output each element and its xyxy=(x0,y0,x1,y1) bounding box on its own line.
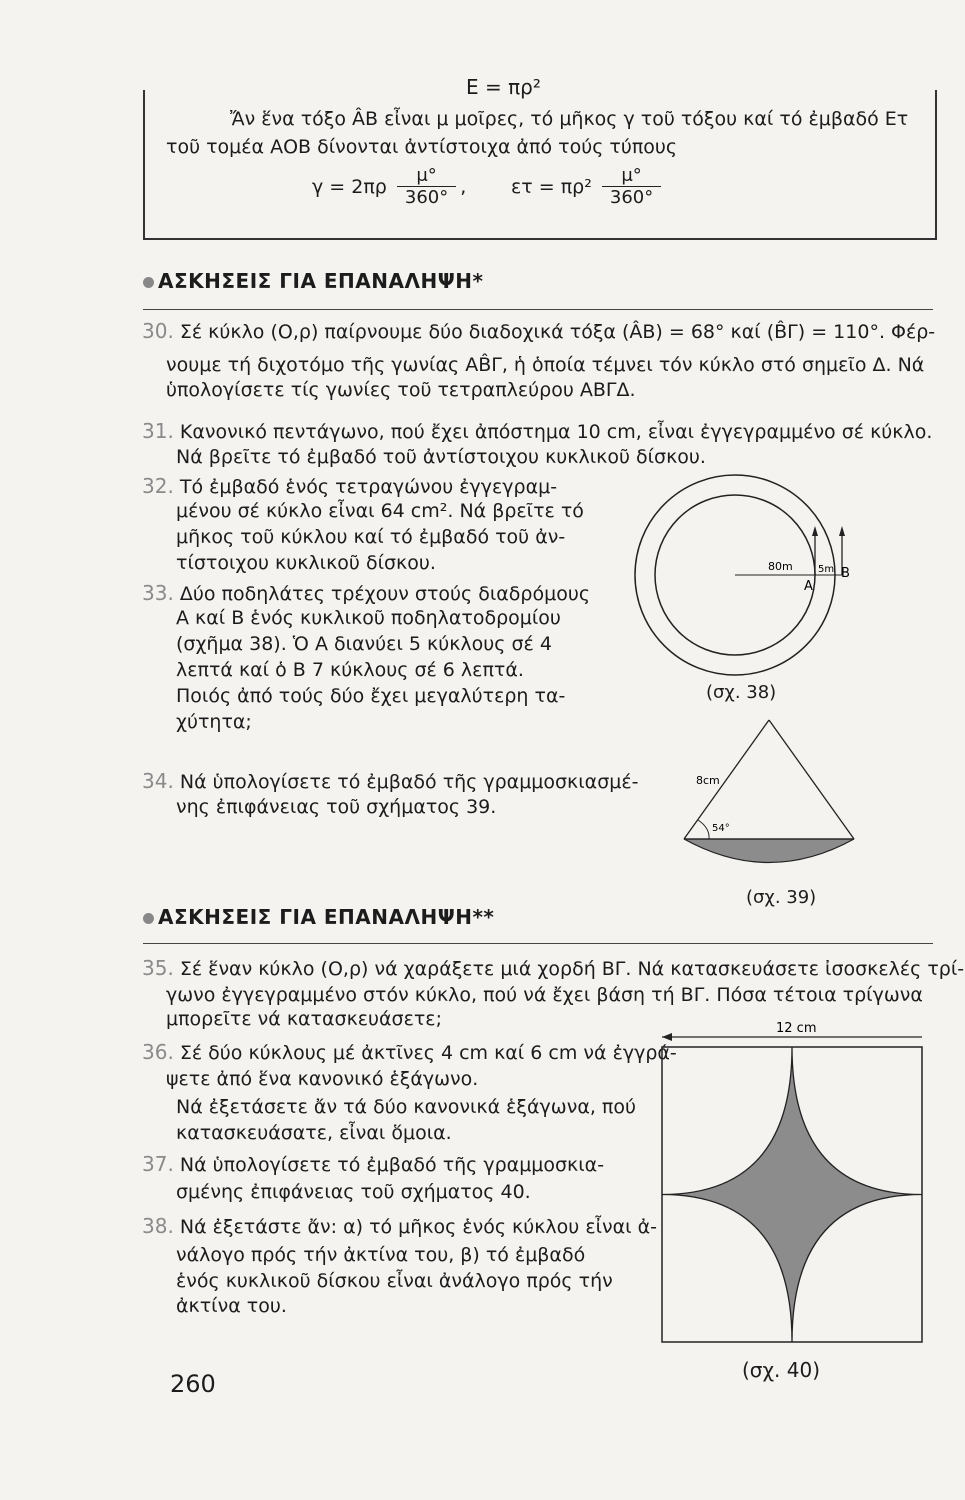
sector-side-right xyxy=(769,720,854,839)
exercise-30-line-3: ὑπολογίσετε τίς γωνίες τοῦ τετραπλεύρου ΑΒΓΔ. xyxy=(166,379,636,401)
exercise-32-line-3: μῆκος τοῦ κύκλου καί τό ἐμβαδό τοῦ ἀν- xyxy=(176,526,566,548)
sector-area-formula xyxy=(511,166,665,209)
exercise-number: 35. xyxy=(142,956,174,980)
exercise-31-line-2: Νά βρεῖτε τό ἐμβαδό τοῦ ἀντίστοιχου κυκλικοῦ δίσκου. xyxy=(176,446,706,468)
cyclist-a-arrowhead xyxy=(812,526,818,536)
section-heading-1: ΑΣΚΗΣΕΙΣ ΓΙΑ ΕΠΑΝΑΛΗΨΗ* xyxy=(143,269,483,293)
exercise-35-line-2: γωνο ἐγγεγραμμένο στόν κύκλο, πού νά ἔχει βάση τή ΒΓ. Πόσα τέτοια τρίγωνα xyxy=(166,984,923,1006)
bullet-icon xyxy=(143,277,154,288)
box-text-line-1: Ἄν ἕνα τόξο ÂB εἶναι μ μοῖρες, τό μῆκος γ τοῦ τόξου καί τό ἐμβαδό Ετ xyxy=(230,108,909,130)
side-label: 8cm xyxy=(696,774,720,787)
section-rule-2 xyxy=(143,943,933,944)
exercise-36-line-4: κατασκευάσατε, εἶναι ὅμοια. xyxy=(176,1122,452,1144)
shaded-segment xyxy=(684,839,854,863)
label-b: B xyxy=(841,566,850,581)
exercise-31-line-1: 31. Κανονικό πεντάγωνο, πού ἔχει ἀπόστημα 10 cm, εἶναι ἐγγεγραμμένο σέ κύκλο. xyxy=(142,419,933,443)
figure-38-caption: (σχ. 38) xyxy=(706,682,777,703)
exercise-32-line-1: 32. Τό ἐμβαδό ἑνός τετραγώνου ἐγγεγραμ- xyxy=(142,474,558,498)
exercise-37-line-2: σμένης ἐπιφάνειας τοῦ σχήματος 40. xyxy=(176,1181,531,1203)
formula-separator: , xyxy=(460,176,467,198)
bullet-icon xyxy=(143,913,154,924)
gap-label: 5m xyxy=(818,564,835,575)
exercise-number: 30. xyxy=(142,319,174,343)
page-number: 260 xyxy=(170,1370,216,1398)
area-formula: E = πρ² xyxy=(466,75,541,99)
exercise-36-line-3: Νά ἐξετάσετε ἄν τά δύο κανονικά ἑξάγωνα, πού xyxy=(176,1096,636,1118)
exercise-30-line-2: νουμε τή διχοτόμο τῆς γωνίας AB̂Γ, ἡ ὁποία τέμνει τόν κύκλο στό σημεῖο Δ. Νά xyxy=(166,354,925,376)
exercise-number: 33. xyxy=(142,581,174,605)
arc-fraction-num: μ° xyxy=(416,165,437,186)
exercise-33-line-2: Α καί Β ἑνός κυκλικοῦ ποδηλατοδρομίου xyxy=(176,607,561,629)
exercise-number: 32. xyxy=(142,474,174,498)
angle-label: 54° xyxy=(712,823,730,834)
exercise-32-line-4: τίστοιχου κυκλικοῦ δίσκου. xyxy=(176,552,436,574)
dimension-arrow-left xyxy=(662,1033,672,1041)
exercise-33-line-6: χύτητα; xyxy=(176,711,252,733)
exercise-34-line-2: νης ἐπιφάνειας τοῦ σχήματος 39. xyxy=(176,796,497,818)
figure-38 xyxy=(628,470,873,685)
arc-fraction-den: 360° xyxy=(397,186,456,209)
exercise-33-line-3: (σχῆμα 38). Ὁ Α διανύει 5 κύκλους σέ 4 xyxy=(176,633,552,655)
exercise-38-line-3: ἑνός κυκλικοῦ δίσκου εἶναι ἀνάλογο πρός τήν xyxy=(176,1270,613,1292)
exercise-number: 31. xyxy=(142,419,174,443)
exercise-33-line-1: 33. Δύο ποδηλάτες τρέχουν στούς διαδρόμους xyxy=(142,581,590,605)
arc-length-formula xyxy=(312,166,466,209)
exercise-38-line-2: νάλογο πρός τήν ἀκτίνα του, β) τό ἐμβαδό xyxy=(176,1244,586,1266)
exercise-36-line-1: 36. Σέ δύο κύκλους μέ ἀκτῖνες 4 cm καί 6 cm νά ἐγγρά- xyxy=(142,1040,677,1064)
shaded-astroid xyxy=(662,1047,922,1342)
sector-fraction-num: μ° xyxy=(621,165,642,186)
exercise-number: 38. xyxy=(142,1214,174,1238)
exercise-32-line-2: μένου σέ κύκλο εἶναι 64 cm². Νά βρεῖτε τό xyxy=(176,500,584,522)
exercise-33-line-4: λεπτά καί ὁ Β 7 κύκλους σέ 6 λεπτά. xyxy=(176,659,524,681)
section-heading-2: ΑΣΚΗΣΕΙΣ ΓΙΑ ΕΠΑΝΑΛΗΨΗ** xyxy=(143,905,494,929)
sector-formula-left: ετ = πρ² xyxy=(511,176,592,198)
section-rule-1 xyxy=(143,309,933,310)
exercise-38-line-1: 38. Νά ἐξετάστε ἄν: α) τό μῆκος ἑνός κύκλου εἶναι ἀ- xyxy=(142,1214,658,1238)
side-label: 12 cm xyxy=(776,1021,817,1036)
exercise-38-line-4: ἀκτίνα του. xyxy=(176,1295,287,1317)
box-text-line-2: τοῦ τομέα ΑΟΒ δίνονται ἀντίστοιχα ἀπό τούς τύπους xyxy=(166,136,678,158)
exercise-number: 36. xyxy=(142,1040,174,1064)
sector-fraction xyxy=(602,166,661,209)
figure-40-caption: (σχ. 40) xyxy=(742,1358,820,1382)
sector-fraction-den: 360° xyxy=(602,186,661,209)
figure-39-caption: (σχ. 39) xyxy=(746,887,817,908)
exercise-37-line-1: 37. Νά ὑπολογίσετε τό ἐμβαδό τῆς γραμμοσκια- xyxy=(142,1152,605,1176)
arc-fraction xyxy=(397,166,456,209)
exercise-35-line-1: 35. Σέ ἕναν κύκλο (Ο,ρ) νά χαράξετε μιά χορδή ΒΓ. Νά κατασκευάσετε ἰσοσκελές τρί- xyxy=(142,956,965,980)
exercise-34-line-1: 34. Νά ὑπολογίσετε τό ἐμβαδό τῆς γραμμοσκιασμέ- xyxy=(142,769,639,793)
figure-39 xyxy=(680,712,870,872)
arc-formula-left: γ = 2πρ xyxy=(312,176,387,198)
exercise-33-line-5: Ποιός ἀπό τούς δύο ἔχει μεγαλύτερη τα- xyxy=(176,685,566,707)
exercise-35-line-3: μπορεῖτε νά κατασκευάσετε; xyxy=(166,1008,442,1030)
label-a: A xyxy=(804,579,813,594)
radius-label: 80m xyxy=(768,560,793,573)
exercise-30-line-1: 30. Σέ κύκλο (Ο,ρ) παίρνουμε δύο διαδοχικά τόξα (ÂB) = 68° καί (B̂Γ) = 110°. Φέρ- xyxy=(142,319,936,343)
exercise-number: 37. xyxy=(142,1152,174,1176)
exercise-36-line-2: ψετε ἀπό ἕνα κανονικό ἑξάγωνο. xyxy=(166,1068,479,1090)
angle-arc xyxy=(698,820,709,839)
cyclist-b-arrowhead xyxy=(839,526,845,536)
figure-40 xyxy=(650,1013,940,1345)
exercise-number: 34. xyxy=(142,769,174,793)
